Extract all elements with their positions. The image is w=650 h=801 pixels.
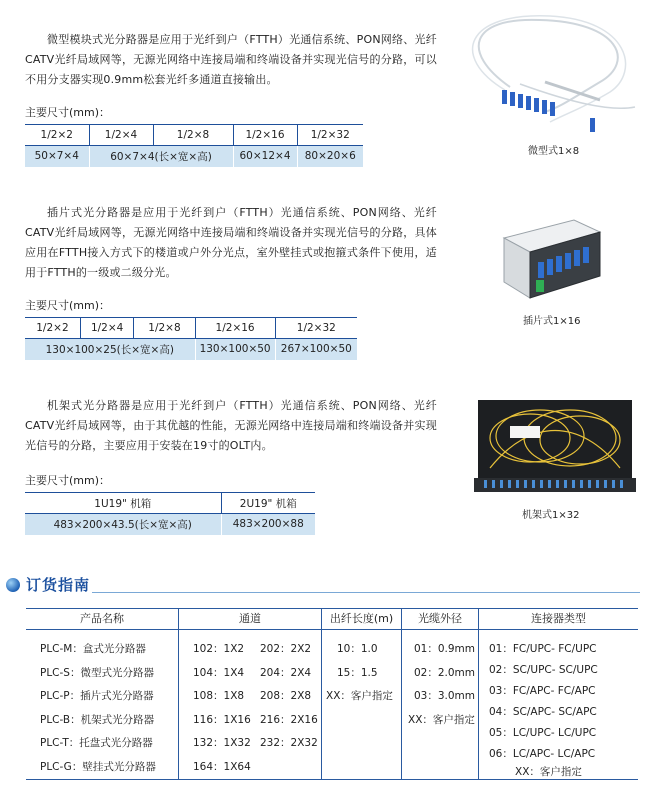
micro-caption: 微型式1×8 <box>528 146 580 157</box>
length-item: XX：客户指定 <box>326 690 393 702</box>
plugin-splitter-description: 插片式光分路器是应用于光纤到户（FTTH）光通信系统、PON网络、光纤CATV光纤局域网等，无源光网络中连接局端和终端设备并实现光信号的分路，具体应用在FTTH接入方式下的楼道或户外分光点，室外壁挂式或抱箍式条件下使用，适用于FTTH的一级或二级分光。 <box>25 206 437 279</box>
dim-value: 130×100×50 <box>195 339 275 360</box>
connector-item: 02：SC/UPC- SC/UPC <box>489 664 598 676</box>
rack-caption: 机架式1×32 <box>522 510 580 521</box>
order-guide-heading <box>6 574 90 595</box>
rack-splitter-photo <box>470 398 640 496</box>
micro-dimensions-table <box>25 124 363 167</box>
col-channels <box>178 608 321 780</box>
divider <box>92 592 640 593</box>
dim-header: 1/2×32 <box>297 125 363 146</box>
plugin-splitter-photo <box>494 218 604 306</box>
connector-item: XX：客户指定 <box>515 766 582 778</box>
col-connector-type <box>478 608 638 780</box>
dim-value: 483×200×43.5(长×宽×高) <box>25 514 221 535</box>
length-item: 10：1.0 <box>337 643 378 655</box>
channel-item: 202：2X2 <box>260 643 312 655</box>
diameter-item: 01：0.9mm <box>414 643 476 655</box>
connector-item: 01：FC/UPC- FC/UPC <box>489 643 597 655</box>
col-cable-diameter <box>401 608 478 780</box>
length-item: 15：1.5 <box>337 667 378 679</box>
col-fiber-length <box>321 608 401 780</box>
header-channels: 通道 <box>179 608 321 630</box>
product-item: PLC-T：托盘式光分路器 <box>40 737 153 749</box>
product-item: PLC-S：微型式光分路器 <box>40 667 154 679</box>
plugin-caption: 插片式1×16 <box>523 316 581 327</box>
dim-header: 1/2×16 <box>195 318 275 339</box>
channel-item: 216：2X16 <box>260 714 318 726</box>
diameter-item: 02：2.0mm <box>414 667 476 679</box>
product-item: PLC-P：插片式光分路器 <box>40 690 154 702</box>
header-connector-type: 连接器类型 <box>479 608 638 630</box>
header-fiber-length: 出纤长度(m) <box>322 608 401 630</box>
diameter-item: XX：客户指定 <box>408 714 475 726</box>
dim-header: 1/2×16 <box>233 125 297 146</box>
product-item: PLC-B：机架式光分路器 <box>40 714 155 726</box>
channel-item: 102：1X2 <box>193 643 245 655</box>
micro-splitter-description: 微型模块式光分路器是应用于光纤到户（FTTH）光通信系统、PON网络、光纤CATV光纤局域网等，无源光网络中连接局端和终端设备并实现光信号的分路，可以不用分支器实现0.9mm松套光纤多通道直接输出。 <box>25 33 437 86</box>
rack-splitter-description: 机架式光分路器是应用于光纤到户（FTTH）光通信系统、PON网络、光纤CATV光纤局域网等，由于其优越的性能，无源光网络中连接局端和终端设备并实现光信号的分路，主要应用于安装在19寸的OLT内。 <box>25 399 437 452</box>
channel-item: 104：1X4 <box>193 667 245 679</box>
dim-value: 267×100×50 <box>275 339 357 360</box>
dim-value: 130×100×25(长×宽×高) <box>25 339 195 360</box>
order-guide-title: 订货指南 <box>26 576 91 594</box>
plugin-dimensions-table <box>25 317 357 360</box>
dim-header: 1/2×8 <box>134 318 195 339</box>
connector-item: 04：SC/APC- SC/APC <box>489 706 597 718</box>
dim-header: 1/2×2 <box>25 125 89 146</box>
channel-item: 204：2X4 <box>260 667 312 679</box>
micro-splitter-photo <box>450 12 640 142</box>
dim-header: 1/2×4 <box>89 125 153 146</box>
dim-value: 60×7×4(长×宽×高) <box>89 146 233 167</box>
dim-value: 483×200×88 <box>221 514 315 535</box>
dim-value: 60×12×4 <box>233 146 297 167</box>
rack-dimensions-table <box>25 492 315 535</box>
channel-item: 164：1X64 <box>193 761 251 773</box>
connector-item: 06：LC/APC- LC/APC <box>489 748 596 760</box>
channel-item: 132：1X32 <box>193 737 251 749</box>
rack-dimensions-label: 主要尺寸(mm)： <box>25 474 111 487</box>
connector-item: 03：FC/APC- FC/APC <box>489 685 596 697</box>
channel-item: 116：1X16 <box>193 714 251 726</box>
plugin-dimensions-label: 主要尺寸(mm)： <box>25 299 111 312</box>
channel-item: 208：2X8 <box>260 690 312 702</box>
dim-header: 1/2×2 <box>25 318 80 339</box>
header-cable-diameter: 光缆外径 <box>402 608 478 630</box>
product-item: PLC-G：壁挂式光分路器 <box>40 761 156 773</box>
diameter-item: 03：3.0mm <box>414 690 476 702</box>
col-product-name <box>26 608 178 780</box>
dim-value: 80×20×6 <box>297 146 363 167</box>
channel-item: 232：2X32 <box>260 737 318 749</box>
dim-header: 2U19" 机箱 <box>221 493 315 514</box>
dim-header: 1/2×32 <box>275 318 357 339</box>
header-product-name: 产品名称 <box>26 608 178 630</box>
order-guide-table <box>26 608 638 780</box>
bullet-dot-icon <box>6 578 20 592</box>
product-item: PLC-M：盒式光分路器 <box>40 643 146 655</box>
micro-dimensions-label: 主要尺寸(mm)： <box>25 106 111 119</box>
connector-item: 05：LC/UPC- LC/UPC <box>489 727 597 739</box>
dim-header: 1/2×4 <box>80 318 134 339</box>
dim-header: 1/2×8 <box>153 125 233 146</box>
dim-header: 1U19" 机箱 <box>25 493 221 514</box>
dim-value: 50×7×4 <box>25 146 89 167</box>
channel-item: 108：1X8 <box>193 690 245 702</box>
